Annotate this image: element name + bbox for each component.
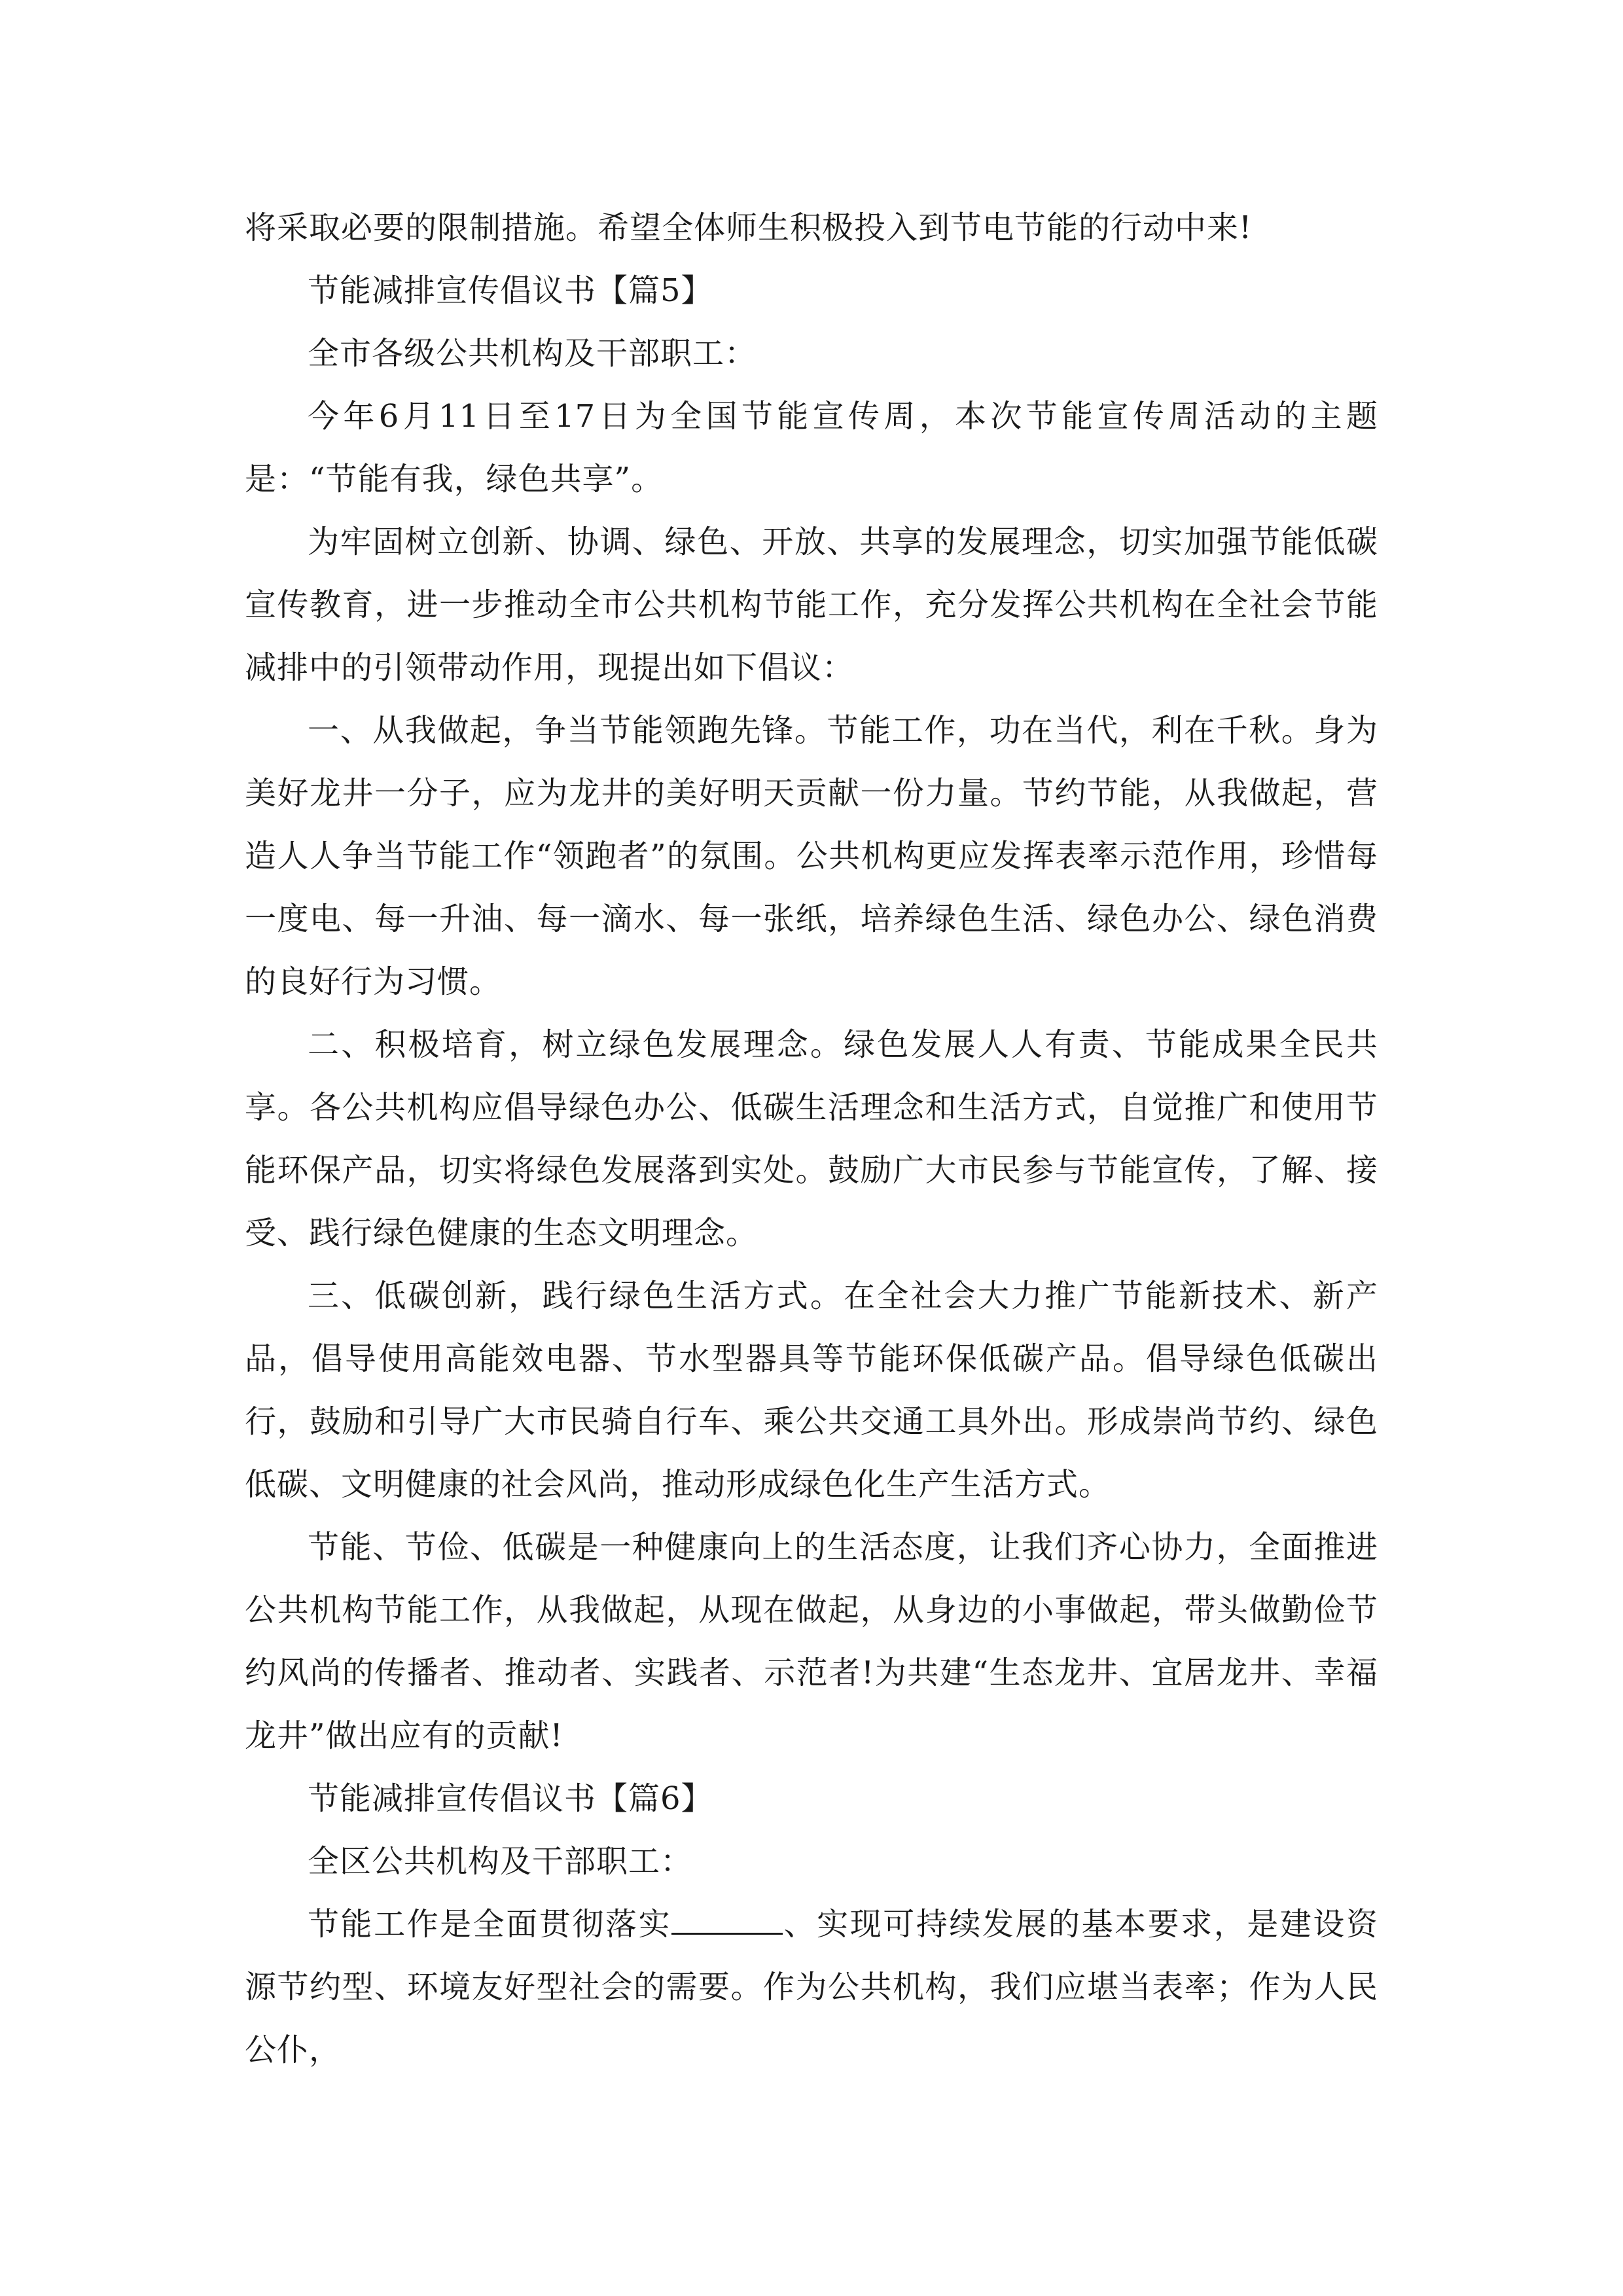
paragraph-purpose: 为牢固树立创新、协调、绿色、开放、共享的发展理念，切实加强节能低碳宣传教育，进一步推动全市公共机构节能工作，充分发挥公共机构在全社会节能减排中的引领带动作用，现提出如下倡议： [245, 524, 1378, 686]
paragraph-continuation: 将采取必要的限制措施。希望全体师生积极投入到节电节能的行动中来! [245, 209, 1253, 246]
paragraph-energy-work [245, 1893, 1378, 2081]
paragraph-proposal-1: 一、从我做起，争当节能领跑先锋。节能工作，功在当代，利在千秋。身为美好龙井一分子，应为龙井的美好明天贡献一份力量。节约节能，从我做起，营造人人争当节能工作“领跑者”的氛围。公共机构更应发挥表率示范作用，珍惜每一度电、每一升油、每一滴水、每一张纸，培养绿色生活、绿色办公、绿色消费的良好行为习惯。 [245, 712, 1378, 1000]
paragraph-proposal-3: 三、低碳创新，践行绿色生活方式。在全社会大力推广节能新技术、新产品，倡导使用高能效电器、节水型器具等节能环保低碳产品。倡导绿色低碳出行，鼓励和引导广大市民骑自行车、乘公共交通工具外出。形成崇尚节约、绿色低碳、文明健康的社会风尚，推动形成绿色化生产生活方式。 [245, 1278, 1378, 1503]
text-before-blank: 节能工作是全面贯彻落实 [308, 1906, 672, 1943]
section-heading-5: 节能减排宣传倡议书【篇5】 [308, 272, 713, 309]
document-body [245, 196, 1378, 2081]
fill-in-blank [671, 1907, 783, 1935]
salutation-city: 全市各级公共机构及干部职工： [308, 335, 757, 372]
section-heading-6: 节能减排宣传倡议书【篇6】 [308, 1780, 713, 1817]
paragraph-closing: 节能、节俭、低碳是一种健康向上的生活态度，让我们齐心协力，全面推进公共机构节能工作，从我做起，从现在做起，从身边的小事做起，带头做勤俭节约风尚的传播者、推动者、实践者、示范者!为共建“生态龙井、宜居龙井、幸福龙井”做出应有的贡献! [245, 1529, 1378, 1754]
paragraph-proposal-2: 二、积极培育，树立绿色发展理念。绿色发展人人有责、节能成果全民共享。各公共机构应倡导绿色办公、低碳生活理念和生活方式，自觉推广和使用节能环保产品，切实将绿色发展落到实处。鼓励广大市民参与节能宣传，了解、接受、践行绿色健康的生态文明理念。 [245, 1026, 1378, 1251]
salutation-district: 全区公共机构及干部职工： [308, 1843, 693, 1880]
paragraph-theme: 今年6月11日至17日为全国节能宣传周，本次节能宣传周活动的主题是：“节能有我，绿色共享”。 [245, 398, 1378, 497]
text-after-blank: 、实现可持续发展的基本要求，是建设资源节约型、环境友好型社会的需要。作为公共机构，我们应堪当表率；作为人民公仆， [245, 1906, 1378, 2068]
